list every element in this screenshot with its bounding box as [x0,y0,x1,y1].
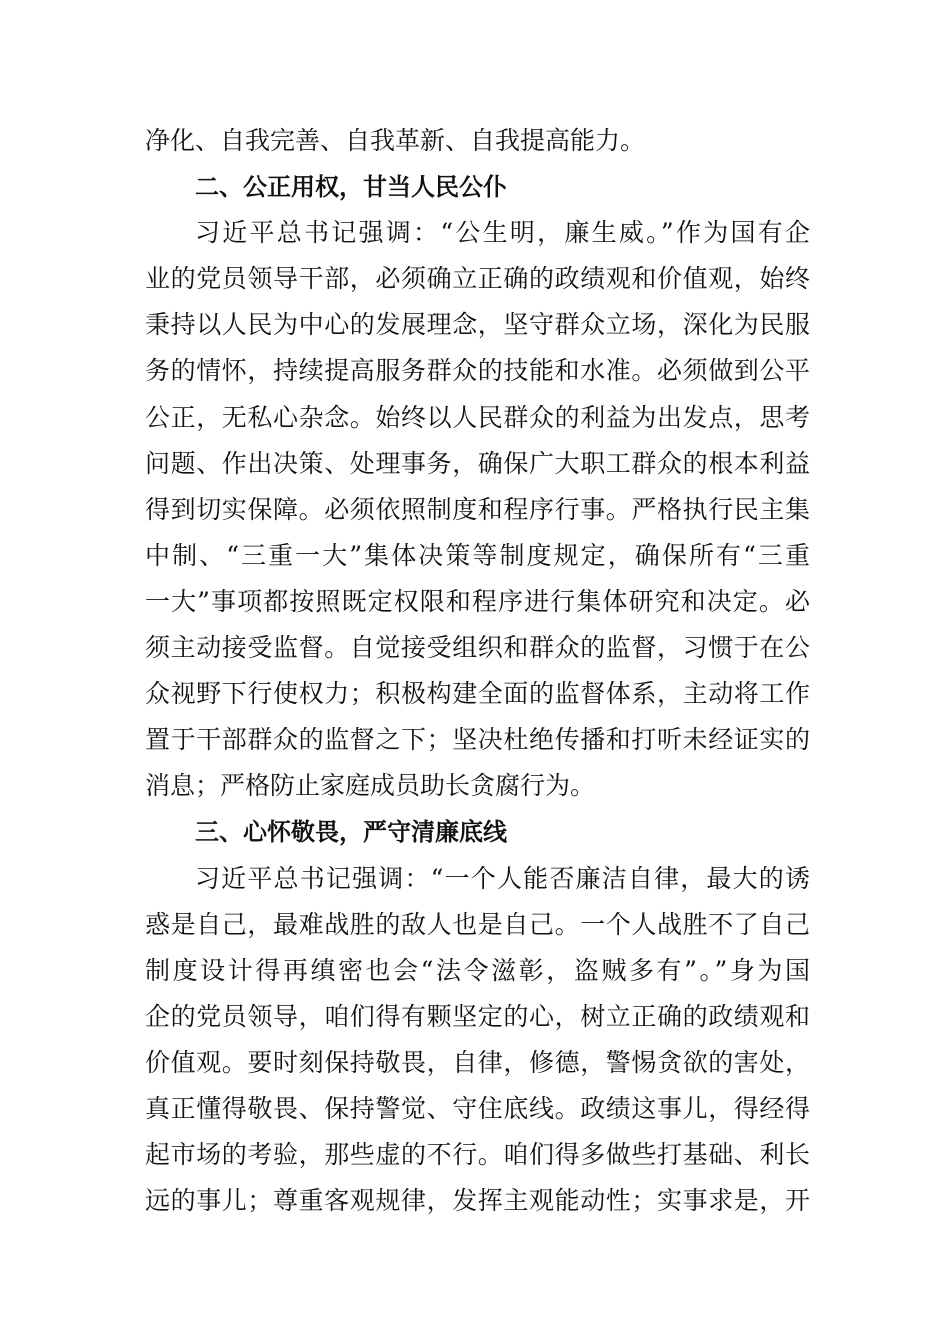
paragraph-line: 业的党员领导干部，必须确立正确的政绩观和价值观，始终 [145,264,810,294]
paragraph-line: 务的情怀，持续提高服务群众的技能和水准。必须做到公平 [145,356,810,386]
paragraph-line: 众视野下行使权力；积极构建全面的监督体系，主动将工作 [145,679,810,709]
paragraph-line: 远的事儿；尊重客观规律，发挥主观能动性；实事求是，开 [145,1186,810,1216]
paragraph-line: 须主动接受监督。自觉接受组织和群众的监督，习惯于在公 [145,633,810,663]
paragraph-line: 企的党员领导，咱们得有颗坚定的心，树立正确的政绩观和 [145,1001,810,1031]
paragraph-line: 中制、“三重一大”集体决策等制度规定，确保所有“三重 [145,540,810,570]
paragraph-line: 问题、作出决策、处理事务，确保广大职工群众的根本利益 [145,448,810,478]
paragraph-line: 惑是自己，最难战胜的敌人也是自己。一个人战胜不了自己 [145,909,810,939]
paragraph-line: 真正懂得敬畏、保持警觉、守住底线。政绩这事儿，得经得 [145,1093,810,1123]
paragraph-line: 习近平总书记强调：“公生明，廉生威。”作为国有企 [195,218,810,248]
paragraph-line: 价值观。要时刻保持敬畏，自律，修德，警惕贪欲的害处， [145,1047,810,1077]
paragraph-line: 公正，无私心杂念。始终以人民群众的利益为出发点，思考 [145,402,810,432]
section-heading-3: 三、心怀敬畏，严守清廉底线 [195,818,507,847]
paragraph-line: 习近平总书记强调：“一个人能否廉洁自律，最大的诱 [195,863,810,893]
paragraph-line: 起市场的考验，那些虚的不行。咱们得多做些打基础、利长 [145,1140,810,1170]
document-body [145,118,810,1224]
paragraph-line: 得到切实保障。必须依照制度和程序行事。严格执行民主集 [145,494,810,524]
paragraph-line: 净化、自我完善、自我革新、自我提高能力。 [145,126,646,155]
paragraph-line: 一大”事项都按照既定权限和程序进行集体研究和决定。必 [145,586,810,616]
paragraph-line: 制度设计得再缜密也会“法令滋彰，盗贼多有”。”身为国 [145,955,810,985]
paragraph-line: 置于干部群众的监督之下；坚决杜绝传播和打听未经证实的 [145,725,810,755]
section-heading-2: 二、公正用权，甘当人民公仆 [195,173,507,202]
paragraph-line: 消息；严格防止家庭成员助长贪腐行为。 [145,771,596,801]
paragraph-line: 秉持以人民为中心的发展理念，坚守群众立场，深化为民服 [145,310,810,340]
